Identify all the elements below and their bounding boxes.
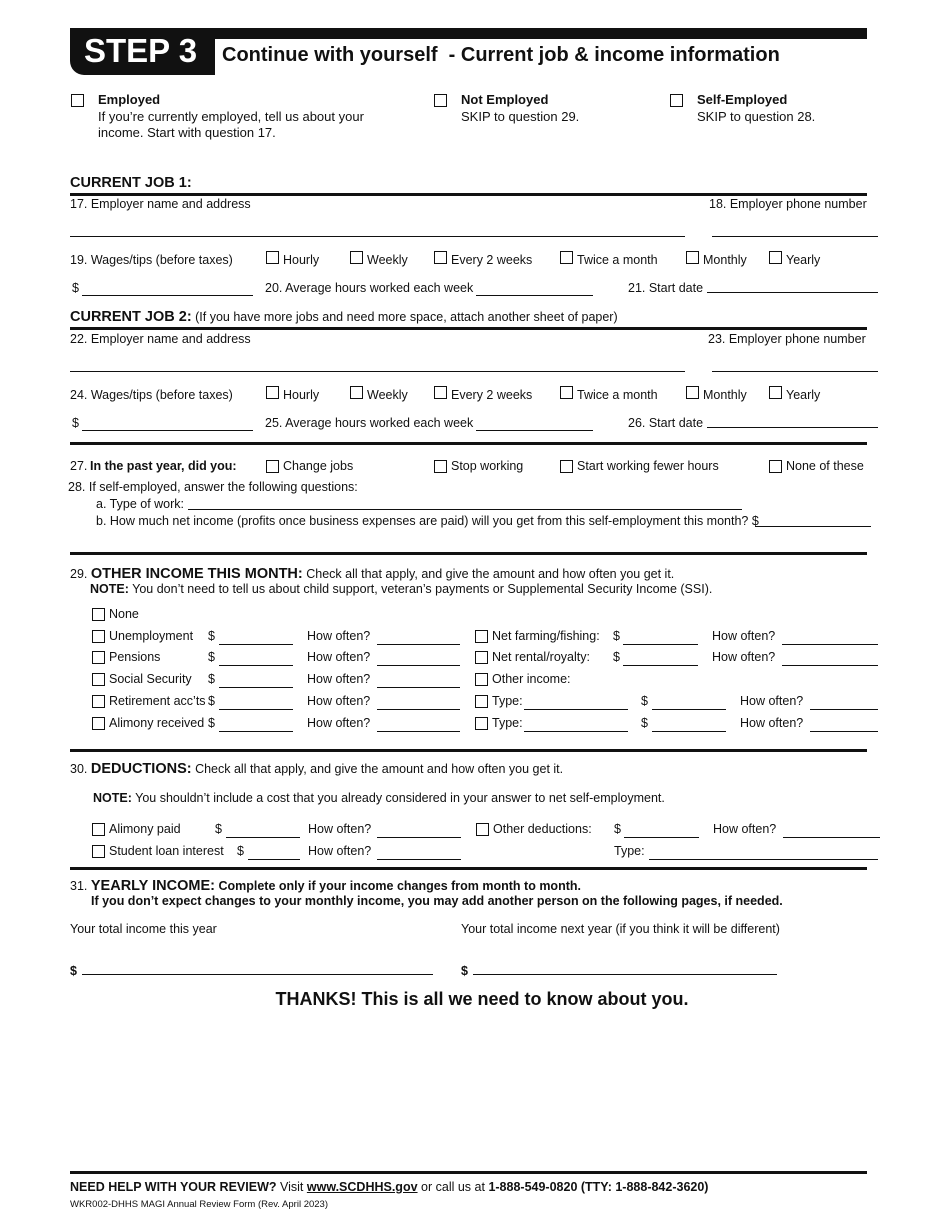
job1-hours-line[interactable] <box>476 295 593 296</box>
job1-every2weeks-checkbox[interactable] <box>434 251 447 264</box>
q31-title: YEARLY INCOME: <box>90 878 215 894</box>
job2-wages-line[interactable] <box>82 430 253 431</box>
q29-type2-howoften: How often? <box>740 716 804 730</box>
job1-weekly-label: Weekly <box>367 253 408 267</box>
q29-farming-label: Net farming/fishing: <box>492 629 600 643</box>
q31-this-year-line[interactable] <box>82 974 433 975</box>
q30-studentloan-checkbox[interactable] <box>92 845 105 858</box>
job2-hours-line[interactable] <box>476 430 593 431</box>
q29-unemployment-label: Unemployment <box>109 629 194 643</box>
q30-alimony-howoften-line[interactable] <box>377 837 461 838</box>
q31-num: 31. <box>70 879 88 893</box>
q29-title: OTHER INCOME THIS MONTH: <box>90 566 303 582</box>
q31-rule <box>70 867 867 870</box>
q29-pensions-howoften-line[interactable] <box>377 665 460 666</box>
q29-retirement-label: Retirement acc’ts <box>109 694 206 708</box>
q29-unemployment-dollar: $ <box>208 629 215 643</box>
q31-this-year-label: Your total income this year <box>70 922 217 936</box>
q30-note: You shouldn’t include a cost that you already considered in your answer to net self-employment. <box>135 791 665 805</box>
q30-num: 30. <box>70 762 88 776</box>
q29-farming-checkbox[interactable] <box>475 630 488 643</box>
job2-heading: CURRENT JOB 2: <box>70 309 192 325</box>
q29-farming-howoften: How often? <box>712 629 776 643</box>
self-employed-desc: SKIP to question 28. <box>697 109 816 124</box>
job1-yearly-label: Yearly <box>786 253 821 267</box>
q29-farming-howoften-line[interactable] <box>782 644 878 645</box>
q29-rental-checkbox[interactable] <box>475 651 488 664</box>
q29-desc: Check all that apply, and give the amount and how often you get it. <box>306 567 675 581</box>
job2-hourly-label: Hourly <box>283 388 320 402</box>
footer-help-row <box>70 1180 708 1194</box>
job1-dollar: $ <box>72 281 79 295</box>
q29-pensions-checkbox[interactable] <box>92 651 105 664</box>
not-employed-desc: SKIP to question 29. <box>461 109 580 124</box>
footer-help-label: NEED HELP WITH YOUR REVIEW? <box>70 1180 277 1194</box>
job1-phone-line[interactable] <box>712 236 878 237</box>
employed-desc-2: income. Start with question 17. <box>98 125 276 140</box>
job2-yearly-checkbox[interactable] <box>769 386 782 399</box>
q30-title-row <box>70 761 563 777</box>
job1-weekly-checkbox[interactable] <box>350 251 363 264</box>
job1-wages-label: 19. Wages/tips (before taxes) <box>70 253 233 267</box>
q30-studentloan-dollar: $ <box>237 844 244 858</box>
q30-type-line[interactable] <box>649 859 878 860</box>
q29-retirement-amount-line[interactable] <box>219 709 293 710</box>
q29-pensions-amount-line[interactable] <box>219 665 293 666</box>
q29-farming-amount-line[interactable] <box>623 644 698 645</box>
employed-label: Employed <box>98 92 161 107</box>
job2-twicemonth-checkbox[interactable] <box>560 386 573 399</box>
q29-note-label: NOTE: <box>90 582 129 596</box>
q29-note: You don’t need to tell us about child support, veteran’s payments or Supplemental Security Income (SSI). <box>132 582 713 596</box>
q29-alimony-checkbox[interactable] <box>92 717 105 730</box>
footer-form-id: WKR002-DHHS MAGI Annual Review Form (Rev. April 2023) <box>70 1199 328 1210</box>
q29-alimony-amount-line[interactable] <box>219 731 293 732</box>
q29-retirement-howoften-line[interactable] <box>377 709 460 710</box>
q27-none-checkbox[interactable] <box>769 460 782 473</box>
q31-line2: If you don’t expect changes to your monthly income, you may add another person on the following pages, if needed. <box>91 894 783 908</box>
q29-type1-howoften-line[interactable] <box>810 709 878 710</box>
q27-none-label: None of these <box>786 459 864 473</box>
q27-fewer-hours-label: Start working fewer hours <box>577 459 719 473</box>
q29-type2-line[interactable] <box>524 731 628 732</box>
q27-stop-working-label: Stop working <box>451 459 524 473</box>
job2-hours-label: 25. Average hours worked each week <box>265 416 474 430</box>
q30-other-label: Other deductions: <box>493 822 592 836</box>
job2-every2weeks-checkbox[interactable] <box>434 386 447 399</box>
q31-line1: Complete only if your income changes from month to month. <box>218 879 581 893</box>
footer-rule <box>70 1171 867 1174</box>
q28-label: 28. If self-employed, answer the following questions: <box>68 480 358 494</box>
job1-hourly-label: Hourly <box>283 253 320 267</box>
self-employed-label: Self-Employed <box>697 92 788 107</box>
job1-hours-label: 20. Average hours worked each week <box>265 281 474 295</box>
q30-studentloan-howoften: How often? <box>308 844 372 858</box>
job1-every2weeks-label: Every 2 weeks <box>451 253 533 267</box>
q29-other-checkbox[interactable] <box>475 673 488 686</box>
q29-unemployment-howoften: How often? <box>307 629 371 643</box>
q31-next-year-line[interactable] <box>473 974 777 975</box>
job1-employer-line[interactable] <box>70 236 685 237</box>
q29-type2-amount-line[interactable] <box>652 731 726 732</box>
footer-visit: Visit <box>280 1180 304 1194</box>
q27-stop-working-checkbox[interactable] <box>434 460 447 473</box>
q29-rental-howoften-line[interactable] <box>782 665 878 666</box>
job1-monthly-label: Monthly <box>703 253 747 267</box>
q31-this-year-dollar: $ <box>70 964 77 978</box>
q29-rule <box>70 552 867 555</box>
q29-none-checkbox[interactable] <box>92 608 105 621</box>
step-label: STEP 3 <box>84 32 198 69</box>
q28b-label: b. How much net income (profits once business expenses are paid) will you get from this self-employment this month? $ <box>96 514 759 528</box>
q29-pensions-howoften: How often? <box>307 650 371 664</box>
q29-socsec-checkbox[interactable] <box>92 673 105 686</box>
q31-next-year-dollar: $ <box>461 964 468 978</box>
q28a-label: a. Type of work: <box>96 497 185 511</box>
job2-wages-label: 24. Wages/tips (before taxes) <box>70 388 233 402</box>
job1-start-line[interactable] <box>707 292 878 293</box>
q30-studentloan-label: Student loan interest <box>109 844 224 858</box>
job1-phone-label: 18. Employer phone number <box>709 197 867 211</box>
q29-note-row <box>90 582 712 596</box>
q29-retirement-checkbox[interactable] <box>92 695 105 708</box>
job2-rule <box>70 327 867 330</box>
q28a-line[interactable] <box>188 509 742 510</box>
job1-start-label: 21. Start date <box>628 281 704 295</box>
employed-checkbox[interactable] <box>71 94 84 107</box>
job2-employer-label: 22. Employer name and address <box>70 332 251 346</box>
q29-type2-dollar: $ <box>641 716 648 730</box>
q31-title-row <box>70 878 581 894</box>
job2-note: (If you have more jobs and need more space, attach another sheet of paper) <box>195 310 618 324</box>
q29-pensions-dollar: $ <box>208 650 215 664</box>
q29-type2-howoften-line[interactable] <box>810 731 878 732</box>
q27-fewer-hours-checkbox[interactable] <box>560 460 573 473</box>
q27-label: In the past year, did you: <box>90 459 237 473</box>
q29-socsec-dollar: $ <box>208 672 215 686</box>
q29-socsec-howoften: How often? <box>307 672 371 686</box>
q30-title: DEDUCTIONS: <box>90 761 192 777</box>
job1-heading: CURRENT JOB 1: <box>70 175 192 191</box>
q29-type1-dollar: $ <box>641 694 648 708</box>
q30-alimony-label: Alimony paid <box>109 822 181 836</box>
job1-twicemonth-label: Twice a month <box>577 253 658 267</box>
job2-employer-line[interactable] <box>70 371 685 372</box>
q29-type1-checkbox[interactable] <box>475 695 488 708</box>
q29-farming-dollar: $ <box>613 629 620 643</box>
q29-unemployment-checkbox[interactable] <box>92 630 105 643</box>
thanks-message: THANKS! This is all we need to know about you. <box>275 989 689 1009</box>
job2-yearly-label: Yearly <box>786 388 821 402</box>
q30-studentloan-amount-line[interactable] <box>248 859 300 860</box>
q29-other-label: Other income: <box>492 672 571 686</box>
q29-rental-label: Net rental/royalty: <box>492 650 590 664</box>
q29-num: 29. <box>70 567 88 581</box>
job1-rule <box>70 193 867 196</box>
job1-twicemonth-checkbox[interactable] <box>560 251 573 264</box>
q30-other-amount-line[interactable] <box>624 837 699 838</box>
footer-call: or call us at <box>421 1180 485 1194</box>
q30-desc: Check all that apply, and give the amount and how often you get it. <box>195 762 564 776</box>
q29-none-label: None <box>109 607 139 621</box>
page-title: Continue with yourself - Current job & income information <box>222 44 780 66</box>
footer-phone: 1-888-549-0820 (TTY: 1-888-842-3620) <box>488 1180 709 1194</box>
q29-unemployment-howoften-line[interactable] <box>377 644 460 645</box>
q29-type2-checkbox[interactable] <box>475 717 488 730</box>
q29-type2-label: Type: <box>492 716 523 730</box>
q30-alimony-checkbox[interactable] <box>92 823 105 836</box>
q29-title-row <box>70 566 674 582</box>
job2-monthly-checkbox[interactable] <box>686 386 699 399</box>
job2-every2weeks-label: Every 2 weeks <box>451 388 533 402</box>
q31-next-year-label: Your total income next year (if you think it will be different) <box>461 922 780 936</box>
job2-hourly-checkbox[interactable] <box>266 386 279 399</box>
q29-retirement-howoften: How often? <box>307 694 371 708</box>
q29-alimony-howoften: How often? <box>307 716 371 730</box>
job1-yearly-checkbox[interactable] <box>769 251 782 264</box>
q30-other-howoften-line[interactable] <box>783 837 880 838</box>
q30-other-howoften: How often? <box>713 822 777 836</box>
job1-wages-line[interactable] <box>82 295 253 296</box>
q29-type1-howoften: How often? <box>740 694 804 708</box>
q30-rule <box>70 749 867 752</box>
q29-socsec-amount-line[interactable] <box>219 687 293 688</box>
q30-note-label: NOTE: <box>93 791 132 805</box>
job2-twicemonth-label: Twice a month <box>577 388 658 402</box>
footer-url-link[interactable]: www.SCDHHS.gov <box>306 1180 418 1194</box>
job2-start-label: 26. Start date <box>628 416 704 430</box>
q28b-line[interactable] <box>755 526 871 527</box>
job1-hourly-checkbox[interactable] <box>266 251 279 264</box>
q27-change-jobs-checkbox[interactable] <box>266 460 279 473</box>
q29-alimony-howoften-line[interactable] <box>377 731 460 732</box>
q27-num: 27. <box>70 459 88 473</box>
q29-alimony-dollar: $ <box>208 716 215 730</box>
q29-type1-amount-line[interactable] <box>652 709 726 710</box>
q30-other-dollar: $ <box>614 822 621 836</box>
q29-rental-amount-line[interactable] <box>623 665 698 666</box>
q30-alimony-dollar: $ <box>215 822 222 836</box>
job2-weekly-label: Weekly <box>367 388 408 402</box>
job1-monthly-checkbox[interactable] <box>686 251 699 264</box>
q29-pensions-label: Pensions <box>109 650 161 664</box>
job2-monthly-label: Monthly <box>703 388 747 402</box>
q29-socsec-label: Social Security <box>109 672 192 686</box>
q29-alimony-label: Alimony received <box>109 716 205 730</box>
q30-alimony-amount-line[interactable] <box>226 837 300 838</box>
q30-type-label: Type: <box>614 844 645 858</box>
not-employed-label: Not Employed <box>461 92 549 107</box>
q27-change-jobs-label: Change jobs <box>283 459 354 473</box>
employed-desc-1: If you’re currently employed, tell us about your <box>98 109 364 124</box>
job2-start-line[interactable] <box>707 427 878 428</box>
not-employed-checkbox[interactable] <box>434 94 447 107</box>
q29-rental-dollar: $ <box>613 650 620 664</box>
q29-retirement-dollar: $ <box>208 694 215 708</box>
job2-heading-row <box>70 309 618 325</box>
q29-unemployment-amount-line[interactable] <box>219 644 293 645</box>
q29-rental-howoften: How often? <box>712 650 776 664</box>
q30-studentloan-howoften-line[interactable] <box>377 859 461 860</box>
q30-alimony-howoften: How often? <box>308 822 372 836</box>
q27-rule <box>70 442 867 445</box>
q29-socsec-howoften-line[interactable] <box>377 687 460 688</box>
q29-type1-label: Type: <box>492 694 523 708</box>
q30-note-row <box>93 791 665 805</box>
job2-phone-label: 23. Employer phone number <box>708 332 866 346</box>
q30-other-checkbox[interactable] <box>476 823 489 836</box>
job2-weekly-checkbox[interactable] <box>350 386 363 399</box>
q29-type1-line[interactable] <box>524 709 628 710</box>
job2-dollar: $ <box>72 416 79 430</box>
self-employed-checkbox[interactable] <box>670 94 683 107</box>
job1-employer-label: 17. Employer name and address <box>70 197 251 211</box>
job2-phone-line[interactable] <box>712 371 878 372</box>
